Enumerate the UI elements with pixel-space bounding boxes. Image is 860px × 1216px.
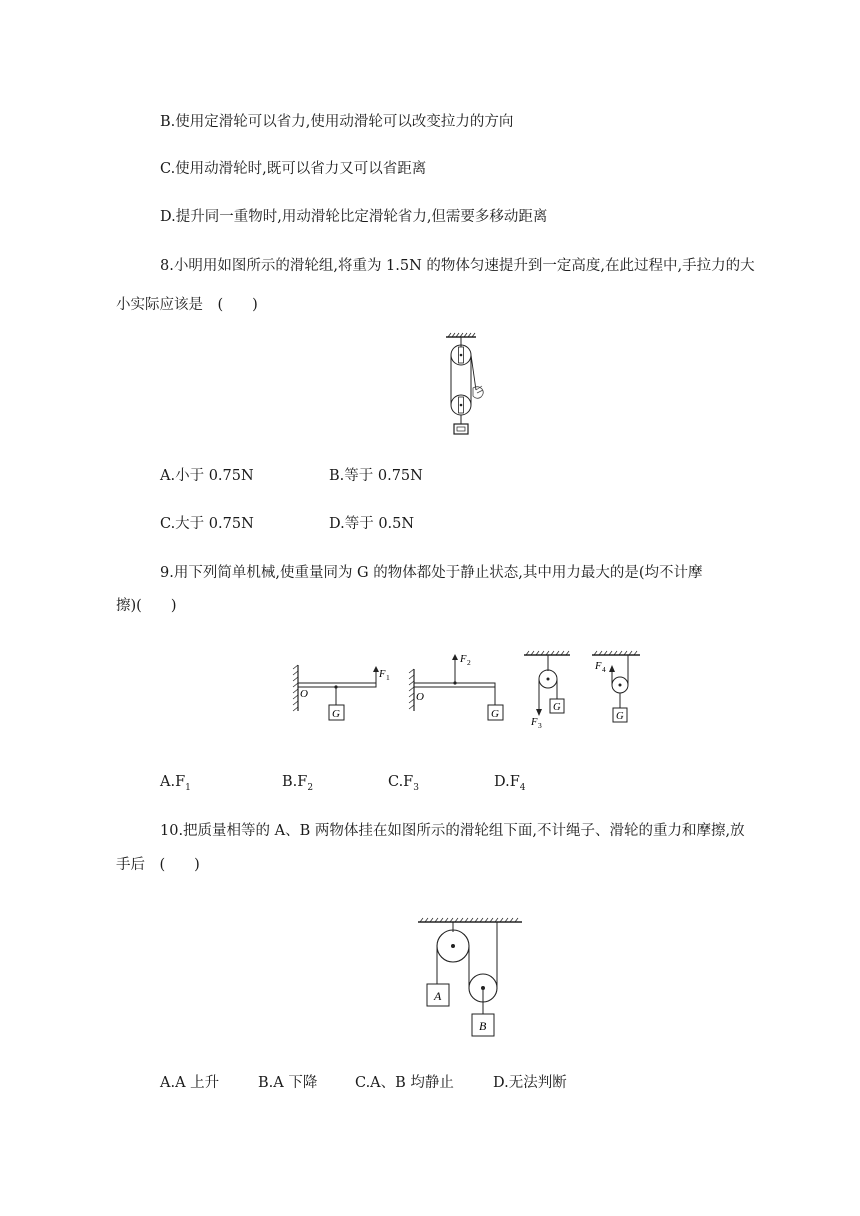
q10-option-d: D.无法判断: [493, 1075, 567, 1091]
q10-option-a: A.A 上升: [160, 1075, 220, 1091]
lever2-pivot-label: O: [416, 691, 424, 703]
q9-option-b: $B.F_2$: [282, 774, 314, 793]
f1-sub: 1: [386, 673, 390, 682]
pulley-f4-weight-label: G: [616, 711, 624, 722]
f4-label: F: [595, 661, 602, 672]
fixed-pulley-f3: [524, 651, 570, 730]
q8-option-a: A.小于 0.75N: [160, 468, 254, 484]
q9-option-c: $C.F_3$: [388, 774, 419, 793]
pulley-f3-weight-label: G: [553, 702, 561, 713]
f3-sub: 3: [538, 721, 542, 730]
q9-stem-line2: 擦)( ): [116, 598, 177, 614]
q8-option-c: C.大于 0.75N: [160, 516, 254, 532]
q9-option-a: $A.F_1$: [160, 774, 191, 793]
q8-pulley-figure: [440, 330, 490, 442]
block-a-label: A: [434, 989, 442, 1003]
q8-option-d: D.等于 0.5N: [329, 516, 415, 532]
q10-stem-line1: 10.把质量相等的 A、B 两物体挂在如图所示的滑轮组下面,不计绳子、滑轮的重力和摩擦,放: [160, 823, 745, 839]
f1-label: F: [379, 669, 386, 680]
q8-option-b: B.等于 0.75N: [329, 468, 423, 484]
lever2-weight-label: G: [491, 708, 499, 720]
q7-option-d: D.提升同一重物时,用动滑轮比定滑轮省力,但需要多移动距离: [160, 209, 548, 225]
f2-label: F: [460, 654, 467, 665]
f2-sub: 2: [467, 658, 471, 667]
q7-option-c: C.使用动滑轮时,既可以省力又可以省距离: [160, 161, 427, 177]
q10-option-b: B.A 下降: [258, 1075, 318, 1091]
q10-pulley-figure: [410, 910, 530, 1040]
q7-option-b: B.使用定滑轮可以省力,使用动滑轮可以改变拉力的方向: [160, 114, 514, 130]
f3-label: F: [531, 717, 538, 728]
q10-option-c: C.A、B 均静止: [355, 1075, 454, 1091]
q9-stem-line1: 9.用下列简单机械,使重量同为 G 的物体都处于静止状态,其中用力最大的是(均不计摩: [160, 565, 703, 581]
q8-stem-line1: 8.小明用如图所示的滑轮组,将重为 1.5N 的物体匀速提升到一定高度,在此过程中,手拉力的大: [160, 258, 755, 274]
f4-sub: 4: [602, 665, 606, 674]
lever-1: [293, 665, 390, 720]
lever-2: [409, 654, 503, 720]
lever1-pivot-label: O: [300, 688, 308, 700]
q9-machines-figure: [290, 645, 650, 735]
block-b-label: B: [479, 1019, 487, 1033]
movable-pulley-f4: [592, 651, 640, 722]
q10-stem-line2: 手后 ( ): [116, 857, 200, 873]
q9-option-d: $D.F_4$: [494, 774, 526, 793]
q8-stem-line2: 小实际应该是 ( ): [116, 297, 258, 313]
lever1-weight-label: G: [332, 708, 340, 720]
